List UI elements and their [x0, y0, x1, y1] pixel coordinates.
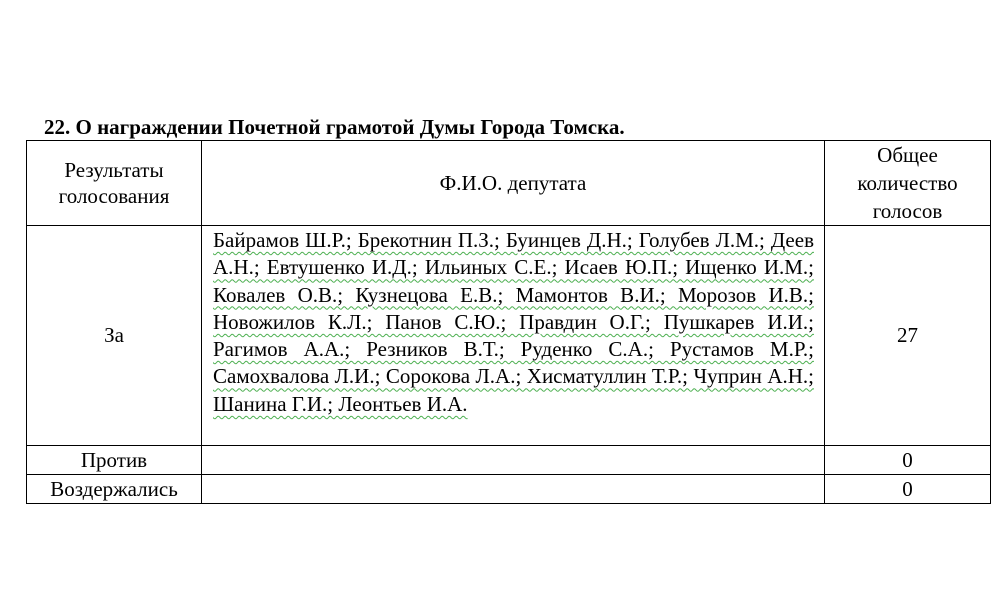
table-header-row	[27, 141, 991, 226]
deputies-list: Байрамов Ш.Р.; Брекотнин П.З.; Буинцев Д.Н.; Голубев Л.М.; Деев А.Н.; Евтушенко И.Д.; Ильиных С.Е.; Исаев Ю.П.; Ищенко И.М.; Ковалев О.В.; Кузнецова Е.В.; Мамонтов В.И.; Морозов И.В.; Новожилов К.Л.; Панов С.Ю.; Правдин О.Г.; Пушкарев И.И.; Рагимов А.А.; Резников В.Т.; Руденко С.А.; Рустамов М.Р.; Самохвалова Л.И.; Сорокова Л.А.; Хисматуллин Т.Р.; Чуприн А.Н.; Шанина Г.И.; Леонтьев И.А.	[213, 228, 814, 416]
result-cell: За	[27, 226, 202, 446]
result-cell: Против	[27, 446, 202, 475]
deputies-cell	[202, 226, 825, 446]
table-row	[27, 475, 991, 504]
header-total-votes: Общее количество голосов	[825, 141, 991, 226]
header-voting-results: Результаты голосования	[27, 141, 202, 226]
deputies-cell	[202, 475, 825, 504]
voting-results-table	[26, 140, 991, 504]
table-row	[27, 446, 991, 475]
document	[26, 114, 990, 504]
header-deputy-names: Ф.И.О. депутата	[202, 141, 825, 226]
count-cell: 0	[825, 446, 991, 475]
result-cell: Воздержались	[27, 475, 202, 504]
section-heading: 22. О награждении Почетной грамотой Думы Города Томска.	[44, 115, 625, 139]
table-row	[27, 226, 991, 446]
count-cell: 27	[825, 226, 991, 446]
count-cell: 0	[825, 475, 991, 504]
deputies-cell	[202, 446, 825, 475]
